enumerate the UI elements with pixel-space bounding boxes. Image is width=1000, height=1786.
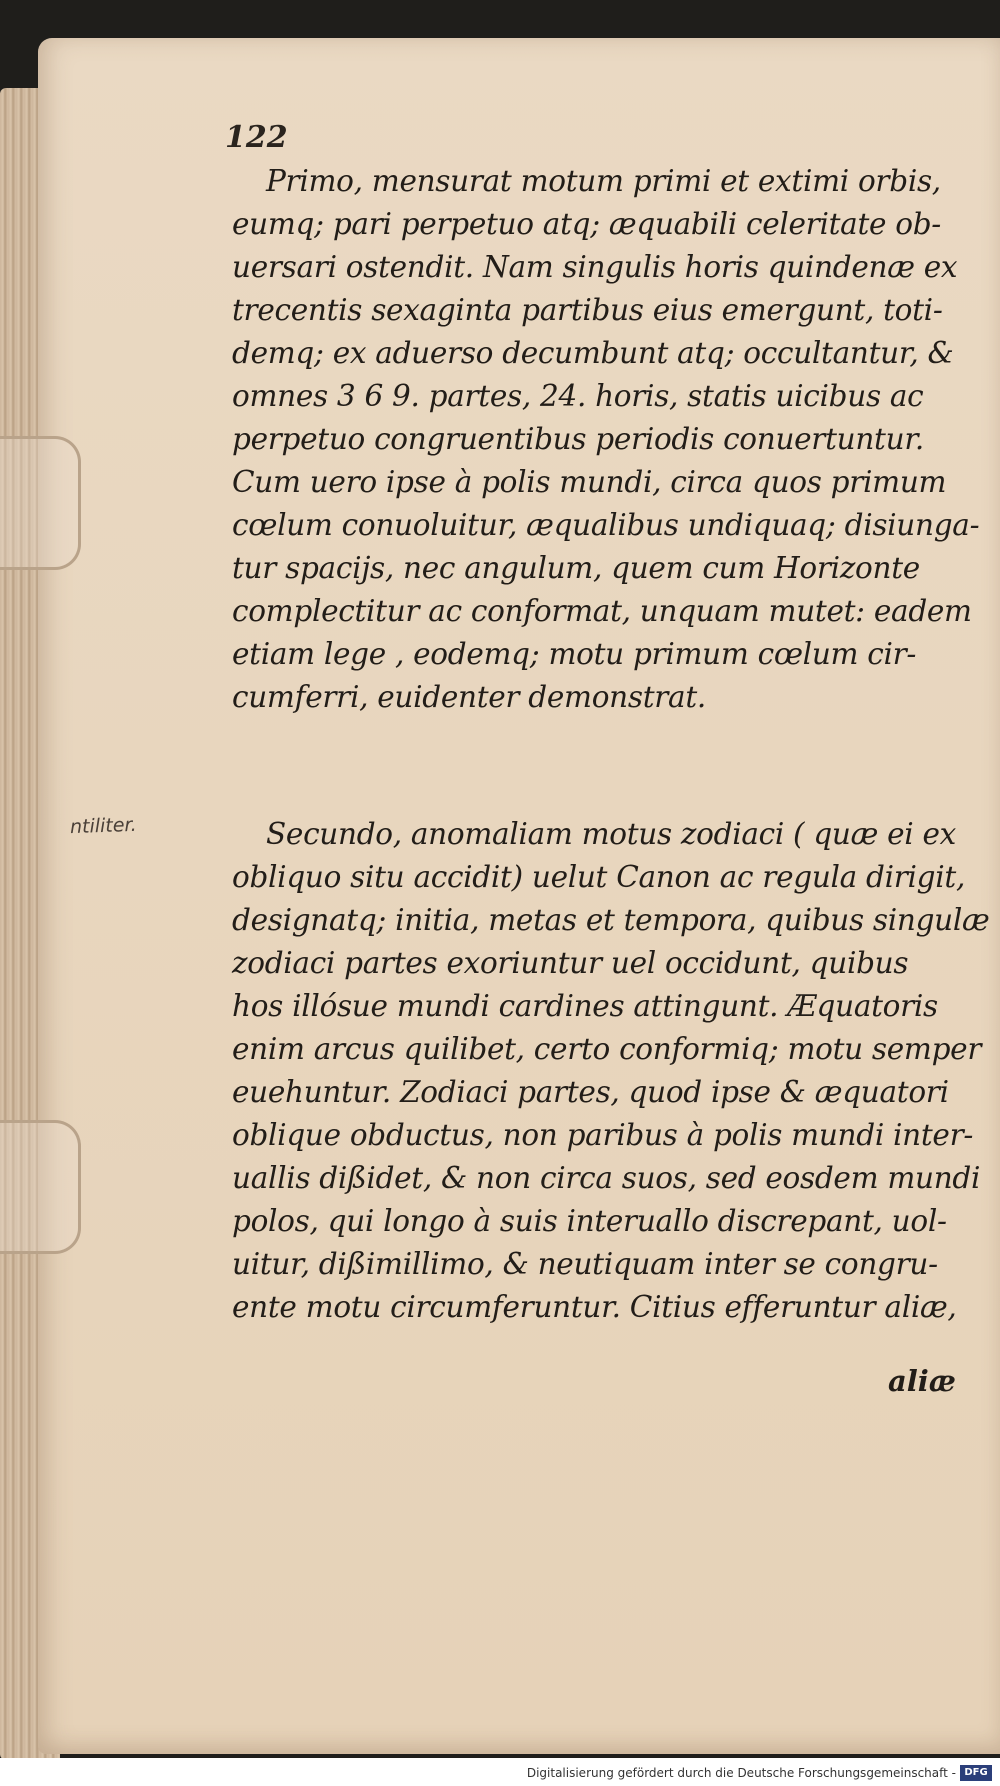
text-line: enim arcus quilibet, certo conformiq; motu semper — [232, 1032, 982, 1066]
text-line: zodiaci partes exoriuntur uel occidunt, quibus — [232, 946, 909, 980]
funding-credit: Digitalisierung gefördert durch die Deutsche Forschungsgemeinschaft - — [526, 1766, 956, 1780]
marginal-note: ntiliter. — [69, 813, 137, 839]
text-line: oblique obductus, non paribus à polis mundi inter- — [232, 1118, 974, 1152]
text-line: uersari ostendit. Nam singulis horis quindenæ ex — [232, 250, 958, 284]
text-line: ente motu circumferuntur. Citius efferuntur aliæ, — [232, 1290, 957, 1324]
text-line: euehuntur. Zodiaci partes, quod ipse & æquatori — [232, 1075, 949, 1109]
text-line: uallis dißidet, & non circa suos, sed eosdem mundi — [232, 1161, 981, 1195]
text-line: tur spacijs, nec angulum, quem cum Horizonte — [232, 551, 920, 585]
digitization-footer — [0, 1758, 1000, 1786]
text-line: demq; ex aduerso decumbunt atq; occultantur, & — [232, 336, 954, 370]
text-line: omnes 3 6 9. partes, 24. horis, statis uicibus ac — [232, 379, 924, 413]
catchword: aliæ — [888, 1364, 956, 1398]
page-clip-tab-upper — [0, 436, 81, 570]
text-line: complectitur ac conformat, unquam mutet: eadem — [232, 594, 972, 628]
text-line: Secundo, anomaliam motus zodiaci ( quæ ei ex — [266, 817, 956, 851]
page-clip-tab-lower — [0, 1120, 81, 1254]
text-line: obliquo situ accidit) uelut Canon ac regula dirigit, — [232, 860, 966, 894]
text-line: perpetuo congruentibus periodis conuertuntur. — [232, 422, 924, 456]
dfg-logo-icon: DFG — [960, 1765, 992, 1781]
text-line: Primo, mensurat motum primi et extimi orbis, — [266, 164, 941, 198]
text-line: polos, qui longo à suis interuallo discrepant, uol- — [232, 1204, 947, 1238]
text-line: etiam lege , eodemq; motu primum cœlum cir- — [232, 637, 917, 671]
text-line: Cum uero ipse à polis mundi, circa quos primum — [232, 465, 947, 499]
text-line: uitur, dißimillimo, & neutiquam inter se congru- — [232, 1247, 938, 1281]
paragraph-primo — [232, 160, 980, 719]
text-line: designatq; initia, metas et tempora, quibus singulæ — [232, 903, 990, 937]
text-line: cumferri, euidenter demonstrat. — [232, 680, 706, 714]
text-line: hos illósue mundi cardines attingunt. Æquatoris — [232, 989, 938, 1023]
text-line: eumq; pari perpetuo atq; æquabili celeritate ob- — [232, 207, 941, 241]
text-line: trecentis sexaginta partibus eius emergunt, toti- — [232, 293, 943, 327]
text-line: cœlum conuoluitur, æqualibus undiquaq; disiunga- — [232, 508, 980, 542]
page-number: 122 — [225, 120, 288, 155]
paragraph-secundo — [232, 813, 990, 1329]
